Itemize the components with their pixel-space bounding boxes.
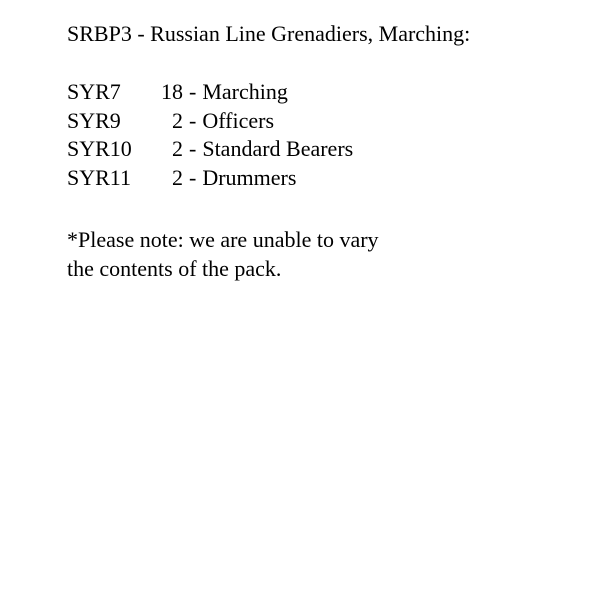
content-row — [67, 135, 353, 163]
dash-separator: - — [189, 136, 197, 161]
dash-separator: - — [189, 79, 197, 104]
content-row — [67, 164, 296, 192]
item-desc: Standard Bearers — [202, 136, 354, 161]
item-code: SYR7 — [67, 79, 121, 104]
item-desc: Officers — [202, 108, 274, 133]
content-row — [67, 78, 288, 106]
dash-separator: - — [189, 108, 197, 133]
pack-note — [67, 225, 487, 283]
item-qty: 2 — [172, 108, 183, 133]
item-code: SYR9 — [67, 108, 121, 133]
item-qty: 2 — [172, 136, 183, 161]
item-qty: 18 — [161, 79, 183, 104]
item-qty: 2 — [172, 165, 183, 190]
dash-separator: - — [189, 165, 197, 190]
item-code: SYR10 — [67, 136, 132, 161]
content-row — [67, 107, 274, 135]
pack-title: SRBP3 - Russian Line Grenadiers, Marching: — [67, 21, 471, 46]
item-code: SYR11 — [67, 165, 131, 190]
note-line: the contents of the pack. — [67, 256, 282, 281]
item-desc: Marching — [202, 79, 288, 104]
note-line: *Please note: we are unable to vary — [67, 227, 379, 252]
item-desc: Drummers — [202, 165, 297, 190]
